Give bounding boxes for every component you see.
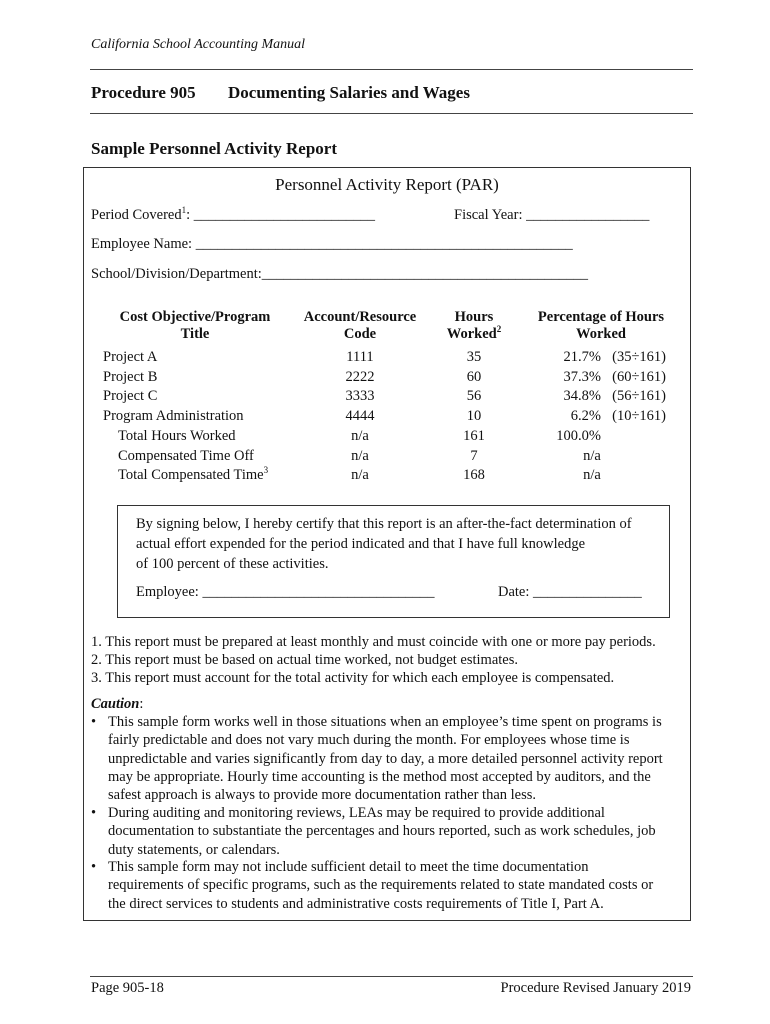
total-hours: 7 (470, 448, 478, 464)
school-field (91, 266, 588, 283)
page-number: Page 905-18 (91, 980, 164, 996)
bullet-text: This sample form may not include sufficient detail to meet the time documentation requirements of specific programs, such as the requirements related to state mandated costs or the direct services to students and administrative costs requirements of Title I, Part A. (108, 859, 654, 912)
par-title: Personnel Activity Report (PAR) (275, 175, 499, 194)
row-hours: 10 (466, 408, 482, 424)
caution-heading: Caution: (91, 696, 144, 712)
procedure-rule (90, 113, 693, 114)
row-code: 3333 (345, 388, 375, 404)
total-pct: n/a (583, 467, 601, 483)
row-title: Program Administration (103, 408, 244, 424)
employee-signature-blank: ________________________________ (202, 584, 435, 600)
bullet-text: This sample form works well in those situations when an employee’s time spent on programs is fairly predictable and does not vary much during the month. For employees whose time is unpredictable and varies significantly from day to day, a more detailed personnel activity report may be appropriate. Hourly time accounting is the method most accepted by auditors, and the safest approach is always to provide more documentation rather than less. (108, 714, 663, 804)
footnote-ref-1: 1 (181, 205, 187, 216)
period-covered-field (91, 207, 375, 224)
footer-rule (90, 976, 693, 977)
total-code: n/a (351, 428, 369, 444)
total-code: n/a (351, 448, 369, 464)
total-pct: n/a (583, 448, 601, 464)
employee-signature-label: Employee: (136, 584, 199, 600)
bullet-text: During auditing and monitoring reviews, LEAs may be required to provide additional documentation to substantiate the percentages and hours reported, such as work schedules, job duty statements, or calendars. (108, 805, 656, 858)
school-label: School/Division/Department: (91, 266, 262, 282)
row-calc: (10÷161) (612, 408, 666, 424)
date-field (498, 584, 642, 601)
certification-text: By signing below, I hereby certify that this report is an after-the-fact determination of actual effort expended for the period indicated and that I have full knowledge of 100 percent of these activities. (136, 516, 632, 572)
row-code: 2222 (345, 369, 375, 385)
row-calc: (56÷161) (612, 388, 666, 404)
section-title: Sample Personnel Activity Report (91, 139, 337, 158)
fiscal-year-blank: _________________ (526, 207, 650, 223)
footnote-1: 1. This report must be prepared at least monthly and must coincide with one or more pay periods. (91, 634, 656, 650)
period-covered-label: Period Covered (91, 207, 182, 223)
procedure-number: Procedure 905 (91, 83, 196, 102)
col-header-account-code: Account/Resource Code (303, 309, 417, 342)
footnote-3: 3. This report must account for the total activity for which each employee is compensated. (91, 670, 615, 686)
bullet-marker: • (91, 859, 97, 875)
total-hours: 161 (463, 428, 485, 444)
bullet-marker: • (91, 714, 97, 730)
fiscal-year-label: Fiscal Year: (454, 207, 523, 223)
row-pct: 21.7% (563, 349, 601, 365)
header-rule (90, 69, 693, 70)
row-title: Project A (103, 349, 158, 365)
total-hours: 168 (463, 467, 485, 483)
bullet-marker: • (91, 805, 97, 821)
employee-name-label: Employee Name: (91, 236, 193, 252)
row-hours: 56 (466, 388, 482, 404)
total-code: n/a (351, 467, 369, 483)
row-pct: 37.3% (563, 369, 601, 385)
total-title: Total Compensated Time$^3$ (118, 465, 269, 483)
col-header-percentage: Percentage of Hours Worked (537, 309, 665, 342)
caution-bullet (91, 858, 691, 914)
caution-bullet (91, 713, 691, 808)
row-hours: 60 (466, 369, 482, 385)
row-calc: (60÷161) (612, 369, 666, 385)
row-code: 4444 (345, 408, 375, 424)
period-covered-colon: : (186, 207, 191, 223)
total-pct: 100.0% (556, 428, 601, 444)
footnote-ref-3: 3 (263, 465, 269, 476)
total-title: Total Hours Worked (118, 428, 236, 444)
date-blank: _______________ (533, 584, 642, 600)
col-header-cost-objective: Cost Objective/Program Title (119, 309, 271, 342)
date-label: Date: (498, 584, 530, 600)
employee-name-field (91, 236, 573, 253)
employee-name-blank: ____________________________________________________ (195, 236, 573, 252)
footnote-2: 2. This report must be based on actual time worked, not budget estimates. (91, 652, 518, 668)
row-code: 1111 (346, 349, 374, 365)
manual-title: California School Accounting Manual (91, 37, 306, 52)
fiscal-year-field (454, 207, 649, 224)
row-title: Project B (103, 369, 158, 385)
revision-date: Procedure Revised January 2019 (500, 980, 691, 996)
school-blank: _____________________________________________ (261, 266, 589, 282)
procedure-title: Documenting Salaries and Wages (228, 83, 470, 102)
col-header-hours: Hours Worked$^2$ (446, 309, 502, 342)
row-title: Project C (103, 388, 158, 404)
row-calc: (35÷161) (612, 349, 666, 365)
employee-signature-field (136, 584, 434, 601)
caution-bullet (91, 804, 691, 860)
row-hours: 35 (466, 349, 482, 365)
row-pct: 6.2% (570, 408, 601, 424)
period-covered-blank: _________________________ (193, 207, 376, 223)
total-title: Compensated Time Off (118, 448, 254, 464)
row-pct: 34.8% (563, 388, 601, 404)
